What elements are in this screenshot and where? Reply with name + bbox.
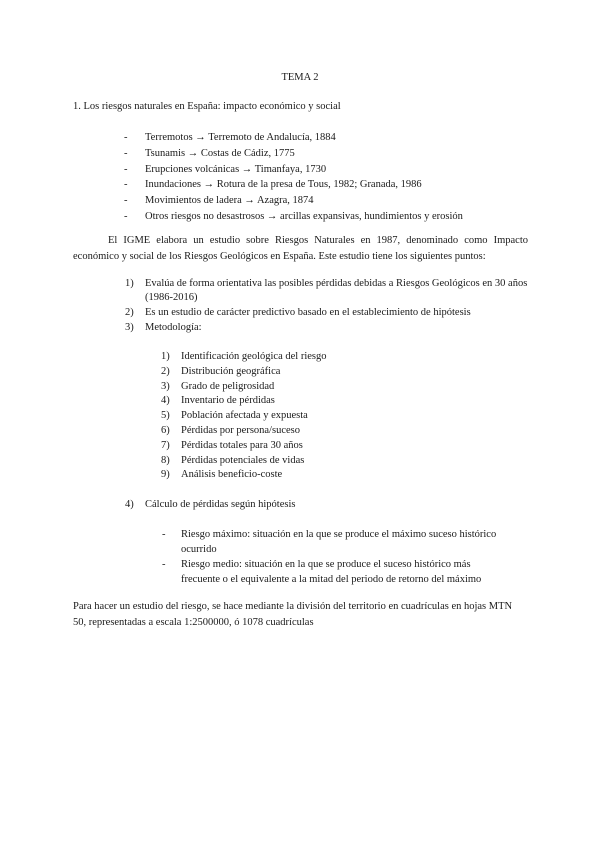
- list-item: [161, 380, 326, 395]
- list-item: [125, 321, 530, 335]
- step-text: Análisis beneficio-coste: [181, 469, 283, 481]
- point-4: [125, 498, 530, 512]
- point-text: Es un estudio de carácter predictivo basado en el establecimiento de hipótesis: [145, 307, 471, 318]
- step-text: Grado de peligrosidad: [181, 380, 275, 392]
- list-item: [161, 424, 326, 439]
- hypothesis-text: Riesgo medio: situación en la que se produce el suceso histórico más frecuente o el equivalente a la mitad del periodo de retorno del máximo: [181, 559, 482, 585]
- dash-bullet: -: [124, 147, 128, 159]
- hazard-text: Otros riesgos no desastrosos → arcillas expansivas, hundimientos y erosión: [145, 210, 463, 222]
- point-number: 4): [125, 499, 134, 510]
- list-item: [161, 394, 326, 409]
- hazard-text: Terremotos → Terremoto de Andalucía, 1884: [145, 132, 336, 143]
- point-text: Metodología:: [145, 322, 202, 333]
- point-3: [125, 321, 530, 335]
- list-item: [124, 177, 463, 193]
- point-number: 3): [125, 322, 134, 333]
- step-number: 5): [161, 410, 170, 422]
- list-item: [162, 527, 502, 557]
- dash-bullet: -: [162, 559, 166, 570]
- step-text: Población afectada y expuesta: [181, 410, 308, 422]
- step-number: 3): [161, 380, 170, 392]
- step-text: Inventario de pérdidas: [181, 395, 275, 407]
- list-item: [124, 162, 463, 178]
- step-text: Pérdidas potenciales de vidas: [181, 454, 305, 466]
- point-1: [125, 277, 530, 305]
- hazard-text: Tsunamis → Costas de Cádiz, 1775: [145, 147, 295, 159]
- closing-paragraph: Para hacer un estudio del riesgo, se hace mediante la división del territorio en cuadrículas en hojas MTN 50, representadas a escala 1:2500000, ó 1078 cuadrículas: [73, 601, 513, 628]
- intro-paragraph: El IGME elabora un estudio sobre Riesgos Naturales en 1987, denominado como Impacto económico y social de los Riesgos Geológicos en España. Este estudio tiene los siguientes puntos:: [73, 235, 528, 262]
- list-item: [161, 454, 326, 469]
- step-number: 6): [161, 424, 170, 436]
- section-heading: 1. Los riesgos naturales en España: impacto económico y social: [73, 101, 341, 112]
- dash-bullet: -: [124, 163, 128, 175]
- step-number: 4): [161, 395, 170, 407]
- list-item: [125, 498, 530, 512]
- hazards-list: [124, 130, 463, 225]
- point-text: Cálculo de pérdidas según hipótesis: [145, 499, 296, 510]
- step-number: 9): [161, 469, 170, 481]
- step-number: 8): [161, 454, 170, 466]
- list-item: [161, 439, 326, 454]
- methodology-list: [161, 350, 326, 483]
- hazard-text: Erupciones volcánicas → Timanfaya, 1730: [145, 163, 327, 175]
- step-number: 1): [161, 351, 170, 362]
- step-text: Identificación geológica del riesgo: [181, 351, 327, 362]
- list-item: [125, 306, 530, 320]
- list-item: [161, 365, 326, 380]
- point-text: Evalúa de forma orientativa las posibles pérdidas debidas a Riesgos Geológicos en 30 años (1986-2016): [145, 278, 528, 303]
- hypothesis-text: Riesgo máximo: situación en la que se produce el máximo suceso histórico ocurrido: [181, 529, 497, 555]
- point-2: [125, 306, 530, 320]
- step-text: Distribución geográfica: [181, 365, 281, 377]
- point-number: 1): [125, 278, 134, 289]
- list-item: [161, 468, 326, 483]
- dash-bullet: -: [124, 179, 128, 191]
- hypotheses-list: [162, 527, 502, 587]
- list-item: [161, 409, 326, 424]
- list-item: [124, 209, 463, 225]
- step-text: Pérdidas totales para 30 años: [181, 439, 303, 451]
- point-number: 2): [125, 307, 134, 318]
- list-item: [162, 557, 502, 587]
- list-item: [124, 193, 463, 209]
- dash-bullet: -: [124, 195, 128, 207]
- page-title: TEMA 2: [281, 72, 319, 83]
- dash-bullet: -: [162, 529, 166, 540]
- list-item: [124, 130, 463, 146]
- step-text: Pérdidas por persona/suceso: [181, 424, 300, 436]
- list-item: [125, 277, 530, 305]
- hazard-text: Inundaciones → Rotura de la presa de Tous, 1982; Granada, 1986: [145, 179, 422, 191]
- list-item: [161, 350, 326, 365]
- dash-bullet: -: [124, 132, 128, 143]
- dash-bullet: -: [124, 210, 128, 222]
- step-number: 2): [161, 365, 170, 377]
- hazard-text: Movimientos de ladera → Azagra, 1874: [145, 195, 314, 207]
- step-number: 7): [161, 439, 170, 451]
- list-item: [124, 146, 463, 162]
